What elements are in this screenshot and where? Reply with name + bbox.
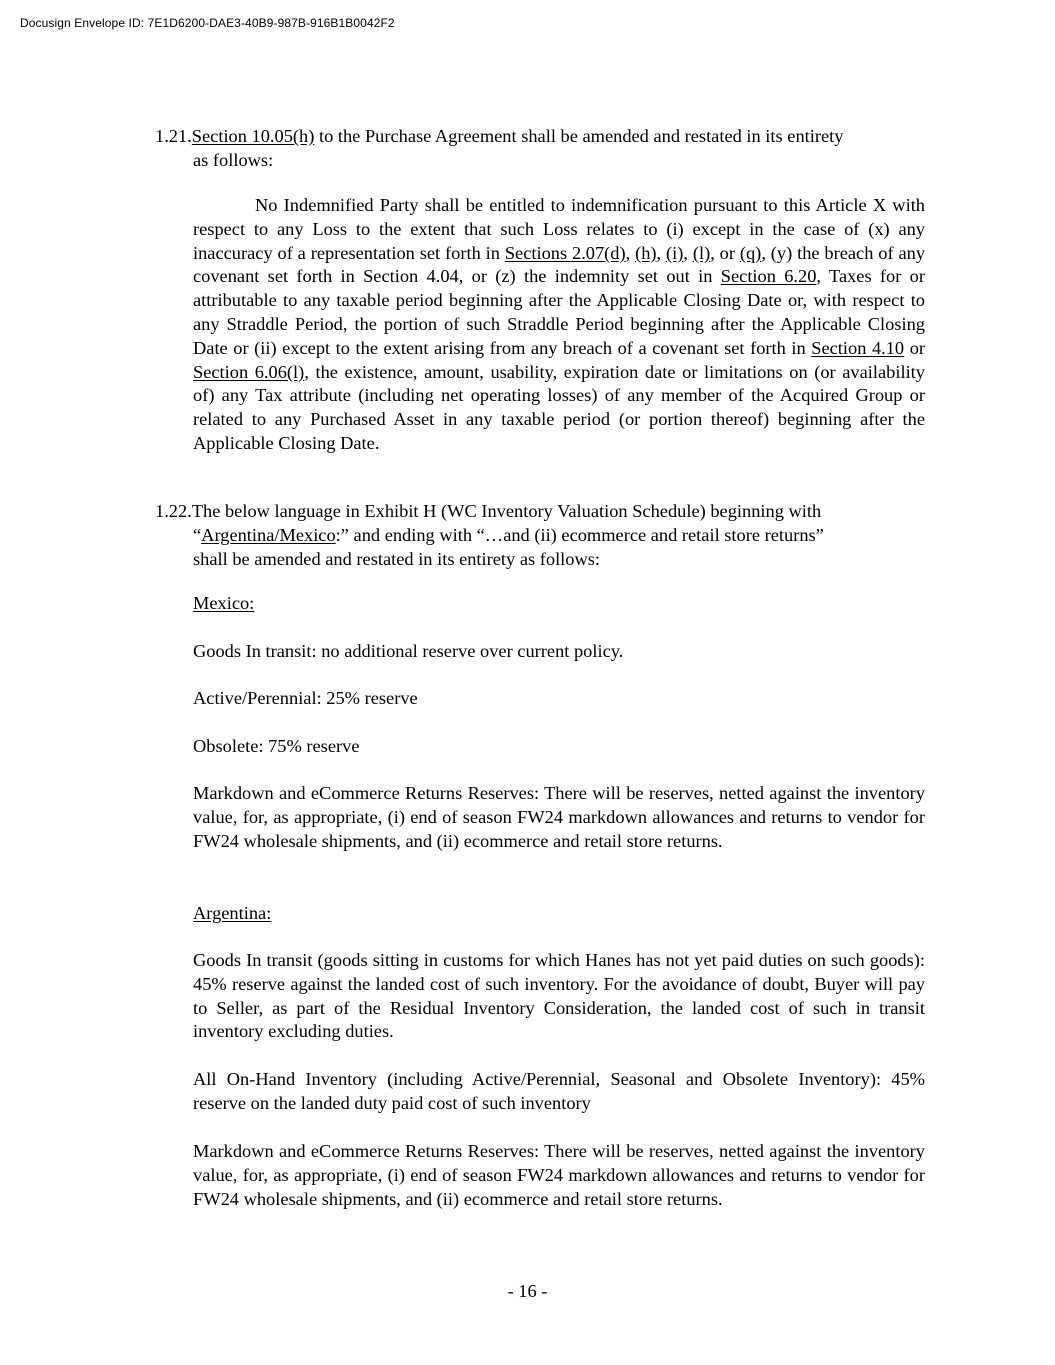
mexico-goods-in-transit: Goods In transit: no additional reserve over current policy. bbox=[193, 641, 624, 661]
envelope-id: Docusign Envelope ID: 7E1D6200-DAE3-40B9-987B-916B1B0042F2 bbox=[20, 16, 395, 30]
reference-l: (l) bbox=[692, 242, 711, 263]
mexico-active-perennial: Active/Perennial: 25% reserve bbox=[193, 688, 418, 708]
reference-section-6-06-l: Section 6.06(l) bbox=[193, 361, 305, 382]
mexico-markdown-reserves: Markdown and eCommerce Returns Reserves: There will be reserves, netted against the inventory value, for, as appropriate, (i) end of season FW24 markdown allowances and returns to vendor for FW24 wholesale shipments, and (ii) ecommerce and retail store returns. bbox=[193, 783, 925, 851]
section-reference: Section 10.05(h) bbox=[191, 126, 315, 146]
argentina-markdown-reserves: Markdown and eCommerce Returns Reserves: There will be reserves, netted against the inventory value, for, as appropriate, (i) end of season FW24 markdown allowances and returns to vendor for FW24 wholesale shipments, and (ii) ecommerce and retail store returns. bbox=[193, 1141, 925, 1209]
reference-section-4-10: Section 4.10 bbox=[811, 337, 905, 358]
reference-q: (q) bbox=[739, 242, 762, 263]
section-1-21-line-1 bbox=[155, 125, 930, 149]
section-text: to the Purchase Agreement shall be amended and restated in its entirety bbox=[314, 126, 844, 146]
mexico-obsolete: Obsolete: 75% reserve bbox=[193, 736, 360, 756]
section-reference: Argentina/Mexico bbox=[201, 524, 336, 545]
reference-i: (i) bbox=[666, 242, 684, 263]
section-1-22-line-3: shall be amended and restated in its entirety as follows: bbox=[193, 548, 601, 569]
section-1-22-line-1: 1.22.The below language in Exhibit H (WC Inventory Valuation Schedule) beginning with bbox=[155, 501, 822, 521]
reference-h: (h) bbox=[635, 242, 657, 263]
argentina-on-hand-inventory: All On-Hand Inventory (including Active/Perennial, Seasonal and Obsolete Inventory): 45% reserve on the landed duty paid cost of such inventory bbox=[193, 1069, 925, 1113]
section-number: 1.22. bbox=[155, 501, 192, 521]
argentina-goods-in-transit: Goods In transit (goods sitting in customs for which Hanes has not yet paid duties on such goods): 45% reserve against the landed cost of such inventory. For the avoidance of doubt, Buyer will pay to Seller, as part of the Residual Inventory Consideration, the landed cost of such in transit inventory excluding duties. bbox=[193, 950, 925, 1042]
reference-section-6-20: Section 6.20 bbox=[720, 266, 817, 287]
section-1-21-line-2: as follows: bbox=[193, 149, 274, 170]
argentina-heading: Argentina: bbox=[193, 903, 272, 923]
section-1-22 bbox=[155, 500, 925, 571]
amended-section-10-05-h: No Indemnified Party shall be entitled to indemnification pursuant to this Article X with respect to any Loss to the extent that such Loss relates to (i) except in the case of (x) any inaccuracy of a representation set forth in Sections 2.07(d), (h), (i), (l), or (q), (y) the breach of any covenant set forth in Section 4.04, or (z) the indemnity set out in Section 6.20, Taxes for or attributable to any taxable period beginning after the Applicable Closing Date or, with respect to any Straddle Period, the portion of such Straddle Period beginning after the Applicable Closing Date or (ii) except to the extent arising from any breach of a covenant set forth in Section 4.10 or Section 6.06(l), the existence, amount, usability, expiration date or limitations on (or availability of) any Tax attribute (including net operating losses) of any member of the Acquired Group or related to any Purchased Asset in any taxable period (or portion thereof) beginning after the Applicable Closing Date. bbox=[193, 195, 926, 453]
section-number: 1.21. bbox=[155, 126, 192, 146]
reference-sections-2-07-d: Sections 2.07(d) bbox=[504, 242, 626, 263]
page-number: - 16 - bbox=[507, 1281, 548, 1301]
section-1-22-line-2: “Argentina/Mexico:” and ending with “…and (ii) ecommerce and retail store returns” bbox=[193, 524, 824, 545]
section-1-21 bbox=[155, 125, 930, 173]
mexico-heading: Mexico: bbox=[193, 593, 255, 613]
